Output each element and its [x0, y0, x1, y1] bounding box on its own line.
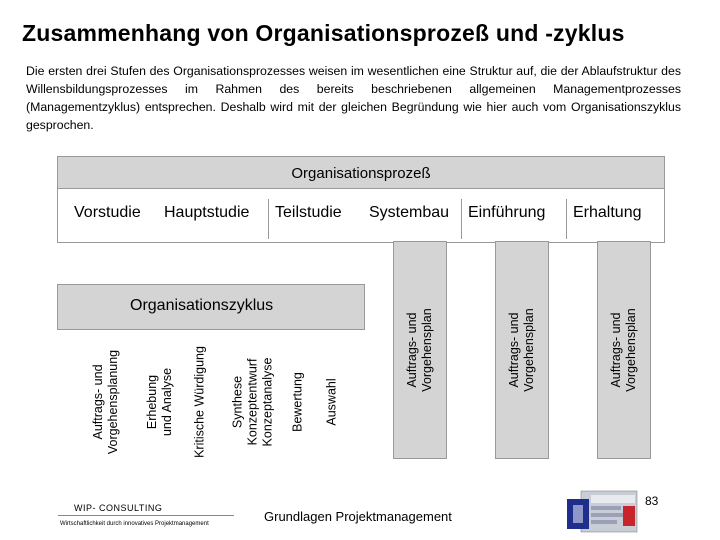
- phase-separator: [461, 199, 462, 239]
- phase-vorstudie: Vorstudie: [74, 204, 141, 221]
- cycle-step-selection: [312, 332, 352, 472]
- plan-column-1: [394, 242, 446, 458]
- cycle-header-label: Organisationszyklus: [130, 297, 274, 314]
- phase-erhaltung: Erhaltung: [573, 204, 642, 221]
- process-box: [58, 157, 664, 242]
- cycle-step-line: Konzeptentwurf: [245, 358, 260, 446]
- footer-course-title: Grundlagen Projektmanagement: [264, 509, 452, 524]
- page-number: 83: [645, 494, 659, 508]
- phase-systembau: Systembau: [369, 204, 450, 221]
- plan-column-line: Vorgehensplan: [522, 308, 536, 392]
- footer-divider: [58, 515, 234, 516]
- process-header-label: Organisationsprozeß: [291, 165, 431, 182]
- cycle-step-synthesis: [220, 332, 286, 472]
- cycle-step-line: Auftrags- und: [91, 364, 105, 440]
- cycle-step-line: Vorgehensplanung: [106, 349, 120, 455]
- phase-separator: [268, 199, 269, 239]
- plan-column-3: [598, 242, 650, 458]
- phase-einfuehrung: Einführung: [468, 204, 546, 221]
- plan-column-line: Vorgehensplan: [624, 308, 638, 392]
- cycle-step-line: Konzeptanalyse: [260, 357, 275, 447]
- cycle-step-line: Synthese: [230, 375, 245, 429]
- process-header: [58, 157, 664, 189]
- plan-column-line: Vorgehensplan: [420, 308, 434, 392]
- cycle-step-line: und Analyse: [160, 367, 174, 437]
- plan-column-line: Auftrags- und: [507, 312, 521, 388]
- cycle-step-line: Bewertung: [290, 372, 305, 432]
- plan-column-line: Auftrags- und: [405, 312, 419, 388]
- phase-teilstudie: Teilstudie: [275, 204, 342, 221]
- cycle-step-review: [175, 332, 225, 472]
- cycle-header-box: [58, 285, 364, 329]
- phase-separator: [566, 199, 567, 239]
- cycle-step-planning: [76, 332, 136, 472]
- phase-hauptstudie: Hauptstudie: [164, 204, 250, 221]
- cycle-step-line: Auswahl: [324, 378, 339, 426]
- plan-column-2: [496, 242, 548, 458]
- cycle-step-line: Erhebung: [145, 374, 159, 430]
- footer-company: WIP- CONSULTING: [74, 503, 163, 513]
- cycle-step-line: Kritische Würdigung: [192, 346, 207, 458]
- intro-paragraph: Die ersten drei Stufen des Organisationsprozesses weisen im wesentlichen eine Struktur auf, die der Ablaufstruktur des Willensbildungsprozesses im Rahmen des bereits beschriebenen allgemeinen Managementprozesses (Managementzyklus) entsprechen. Deshalb wird mit der gleichen Begründung wie hier auch vom Organisationszyklus gesprochen.: [26, 64, 681, 132]
- plan-column-line: Auftrags- und: [609, 312, 623, 388]
- slide-title: Zusammenhang von Organisationsprozeß und -zyklus: [22, 20, 625, 46]
- company-logo-icon: [567, 489, 639, 534]
- footer-tagline: Wirtschaftlichkeit durch innovatives Projektmanagement: [60, 521, 209, 527]
